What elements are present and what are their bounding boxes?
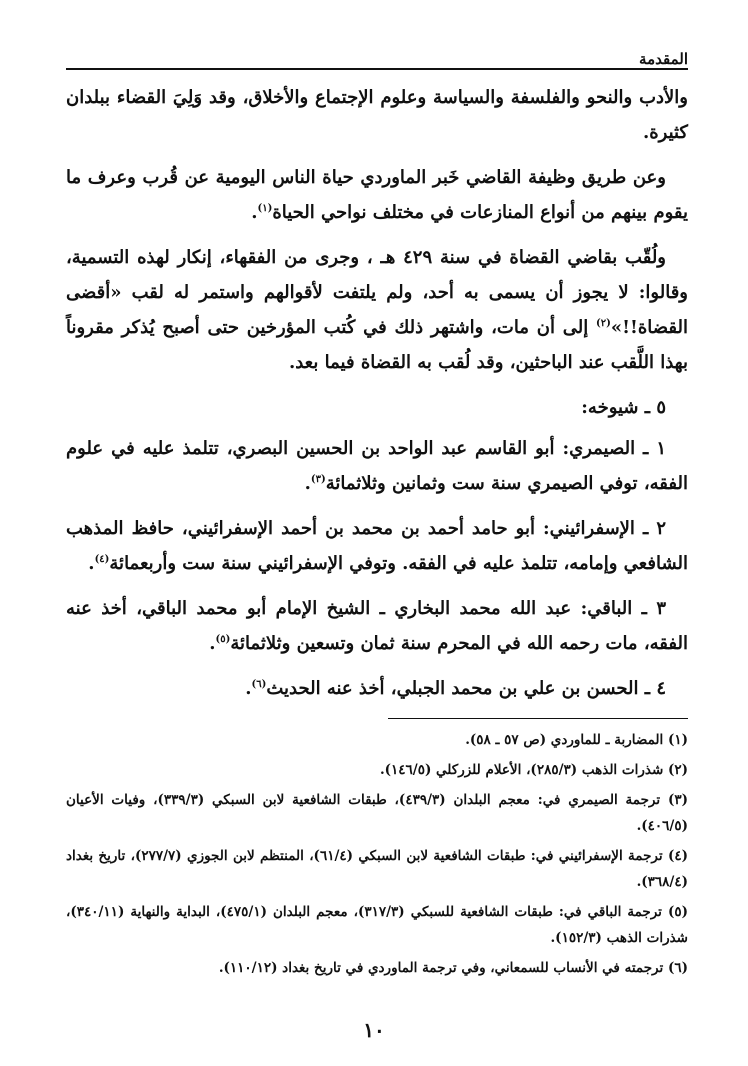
teacher-1: ١ ـ الصيمري: أبو القاسم عبد الواحد بن الحسين البصري، تتلمذ عليه في علوم الفقه، توفي الصيمري سنة ست وثمانين وثلاثمائة$^{(٣)}$. — [66, 438, 688, 494]
footnote-4: (٤) ترجمة الإسفرائيني في: طبقات الشافعية لابن السبكي (٦١/٤)، المنتظم لابن الجوزي (٢٧٧/٧)، تاريخ بغداد (٣٦٨/٤). — [66, 848, 688, 890]
footnote-2: (٢) شذرات الذهب (٢٨٥/٣)، الأعلام للزركلي (١٤٦/٥). — [379, 762, 688, 778]
paragraph-2: وعن طريق وظيفة القاضي خَبر الماوردي حياة الناس اليومية عن قُرب وعرف ما يقوم بينهم من أنواع المنازعات في مختلف نواحي الحياة$^{(١)}$. — [66, 167, 688, 223]
teacher-3: ٣ ـ الباقي: عبد الله محمد البخاري ـ الشيخ الإمام أبو محمد الباقي، أخذ عنه الفقه، مات رحمه الله في المحرم سنة ثمان وتسعين وثلاثمائة$^{(٥)}$. — [66, 598, 688, 654]
footnote-ref-6: (٦) — [251, 679, 267, 690]
footnote-ref-1: (١) — [257, 203, 273, 214]
teacher-2: ٢ ـ الإسفرائيني: أبو حامد أحمد بن محمد بن أحمد الإسفرائيني، حافظ المذهب الشافعي وإمامه، تتلمذ عليه في الفقه. وتوفي الإسفرائيني سنة ست وأربعمائة$^{(٤)}$. — [66, 518, 688, 574]
footnote-ref-5: (٥) — [215, 634, 231, 645]
page-number: ١٠ — [363, 1018, 385, 1042]
footnote-5: (٥) ترجمة الباقي في: طبقات الشافعية للسبكي (٣١٧/٣)، معجم البلدان (٤٧٥/١)، البداية والنهاية (٣٤٠/١١)، شذرات الذهب (١٥٢/٣). — [66, 904, 688, 946]
paragraph-3: ولُقّب بقاضي القضاة في سنة ٤٢٩ هـ ، وجرى من الفقهاء، إنكار لهذه التسمية، وقالوا: لا يجوز أن يسمى به أحد، ولم يلتفت لأقوالهم واستمر له لقب «أقضى القضاة!!»$^{(٢)}$ إلى أن مات، واشتهر ذلك في كُتب المؤرخين حتى أصبح يُذكر مقروناً بهذا اللَّقب عند الباحثين، وقد لُقب به القضاة فيما بعد. — [66, 247, 688, 373]
page — [66, 50, 688, 985]
footnote-ref-2: (٢) — [595, 318, 611, 329]
footnote-rule — [388, 718, 688, 719]
header-rule — [66, 68, 688, 70]
footnote-ref-3: (٣) — [310, 474, 326, 485]
footnote-ref-4: (٤) — [94, 554, 110, 565]
footnotes — [66, 727, 688, 981]
footnote-6: (٦) ترجمته في الأنساب للسمعاني، وفي ترجمة الماوردي في تاريخ بغداد (١١٠/١٢). — [218, 960, 688, 976]
section-heading: ٥ ـ شيوخه: — [581, 397, 666, 418]
paragraph-1: والأدب والنحو والفلسفة والسياسة وعلوم الإجتماع والأخلاق، وقد وَلِيَ القضاء ببلدان كثيرة. — [66, 87, 688, 143]
footnote-3: (٣) ترجمة الصيمري في: معجم البلدان (٤٣٩/٣)، طبقات الشافعية لابن السبكي (٣٣٩/٣)، وفيات الأعيان (٤٠٦/٥). — [66, 792, 689, 834]
main-text — [66, 80, 688, 706]
footnote-1: (١) المضاربة ـ للماوردي (ص ٥٧ ـ ٥٨). — [465, 732, 688, 748]
running-head: المقدمة — [639, 50, 688, 68]
teacher-4: ٤ ـ الحسن بن علي بن محمد الجبلي، أخذ عنه الحديث$^{(٦)}$. — [245, 678, 666, 699]
